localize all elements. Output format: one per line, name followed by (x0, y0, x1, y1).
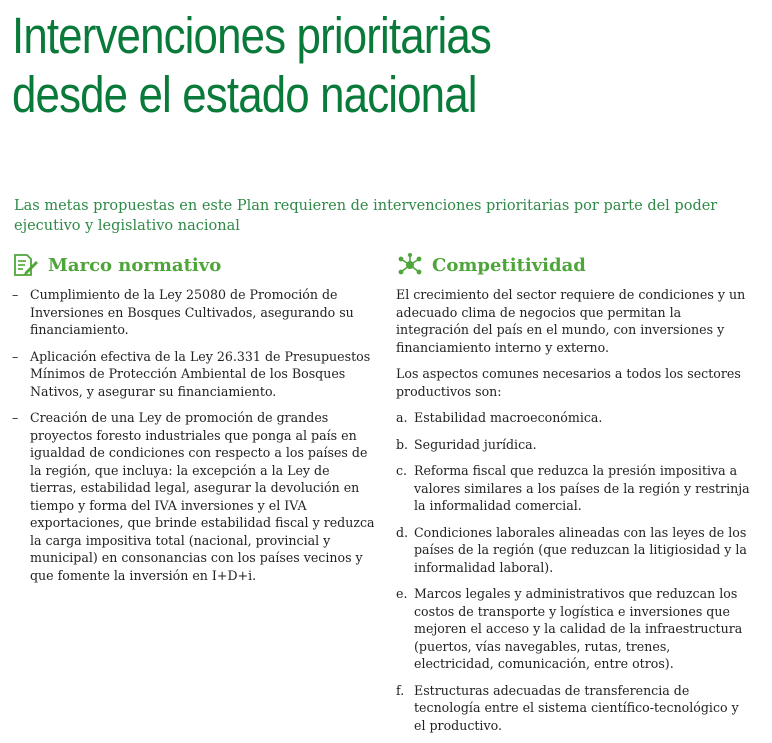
list-item (12, 409, 378, 584)
title-line-2: desde el estado nacional (12, 66, 477, 123)
list-item-text: Cumplimiento de la Ley 25080 de Promoción de Inversiones en Bosques Cultivados, asegurando su financiamiento. (30, 287, 354, 337)
dash-marker: – (12, 287, 19, 302)
list-marker: a. (396, 410, 408, 425)
list-item (396, 462, 752, 515)
list-marker: c. (396, 463, 408, 478)
list-item (396, 409, 752, 427)
page-title (12, 6, 491, 124)
competitividad-header (396, 252, 752, 278)
title-line-1: Intervenciones prioritarias (12, 7, 491, 64)
intro-text: Las metas propuestas en este Plan requieren de intervenciones prioritarias por parte del poder ejecutivo y legislativo nacional (14, 198, 718, 234)
competitividad-paragraph-2: Los aspectos comunes necesarios a todos los sectores productivos son: (396, 366, 741, 399)
marco-normativo-section (12, 252, 378, 593)
list-marker: e. (396, 586, 408, 601)
list-item-text: Condiciones laborales alineadas con las leyes de los países de la región (que reduzcan la litigiosidad y la informalidad laboral). (414, 524, 747, 575)
list-marker: d. (396, 524, 409, 540)
document-pencil-icon (12, 252, 40, 278)
competitividad-heading: Competitividad (432, 254, 586, 276)
list-item-text: Estabilidad macroeconómica. (414, 410, 603, 425)
marco-normativo-header (12, 252, 378, 278)
marco-normativo-heading: Marco normativo (48, 254, 222, 276)
list-item (396, 585, 752, 673)
competitividad-section (396, 252, 752, 743)
list-item-text: Marcos legales y administrativos que reduzcan los costos de transporte y logística e inversiones que mejoren el acceso y la calidad de la infraestructura (puertos, vías navegables, rutas, trenes, electricidad, comunicación, entre otros). (414, 586, 743, 671)
list-marker: b. (396, 436, 409, 452)
network-nodes-icon (396, 252, 424, 278)
list-item (396, 436, 752, 454)
dash-marker: – (12, 348, 19, 364)
list-item-text: Reforma fiscal que reduzca la presión impositiva a valores similares a los países de la región y restrinja la informalidad comercial. (414, 463, 750, 513)
marco-normativo-list (12, 286, 378, 584)
competitividad-list (396, 409, 752, 734)
competitividad-paragraph-1: El crecimiento del sector requiere de condiciones y un adecuado clima de negocios que permitan la integración del país en el mundo, con inversiones y financiamiento interno y externo. (396, 287, 746, 355)
dash-marker: – (12, 410, 19, 425)
list-item-text: Aplicación efectiva de la Ley 26.331 de Presupuestos Mínimos de Protección Ambiental de los Bosques Nativos, y asegurar su financiamiento. (30, 348, 371, 399)
list-item (396, 682, 752, 735)
list-marker: f. (396, 682, 405, 698)
list-item-text: Estructuras adecuadas de transferencia de tecnología entre el sistema científico-tecnológico y el productivo. (414, 682, 739, 733)
list-item-text: Creación de una Ley de promoción de grandes proyectos foresto industriales que ponga al país en igualdad de condiciones con respecto a los países de la región, que incluya: la excepción a la Ley de tierras, estabilidad legal, asegurar la devolución en tiempo y forma del IVA inversiones y el IVA exportaciones, que brinde estabilidad fiscal y reduzca la carga impositiva total (nacional, provincial y municipal) en consonancias con los países vecinos y que fomente la inversión en I+D+i. (30, 410, 375, 583)
list-item (396, 524, 752, 577)
list-item (12, 348, 378, 401)
list-item (12, 286, 378, 339)
list-item-text: Seguridad jurídica. (414, 436, 537, 452)
